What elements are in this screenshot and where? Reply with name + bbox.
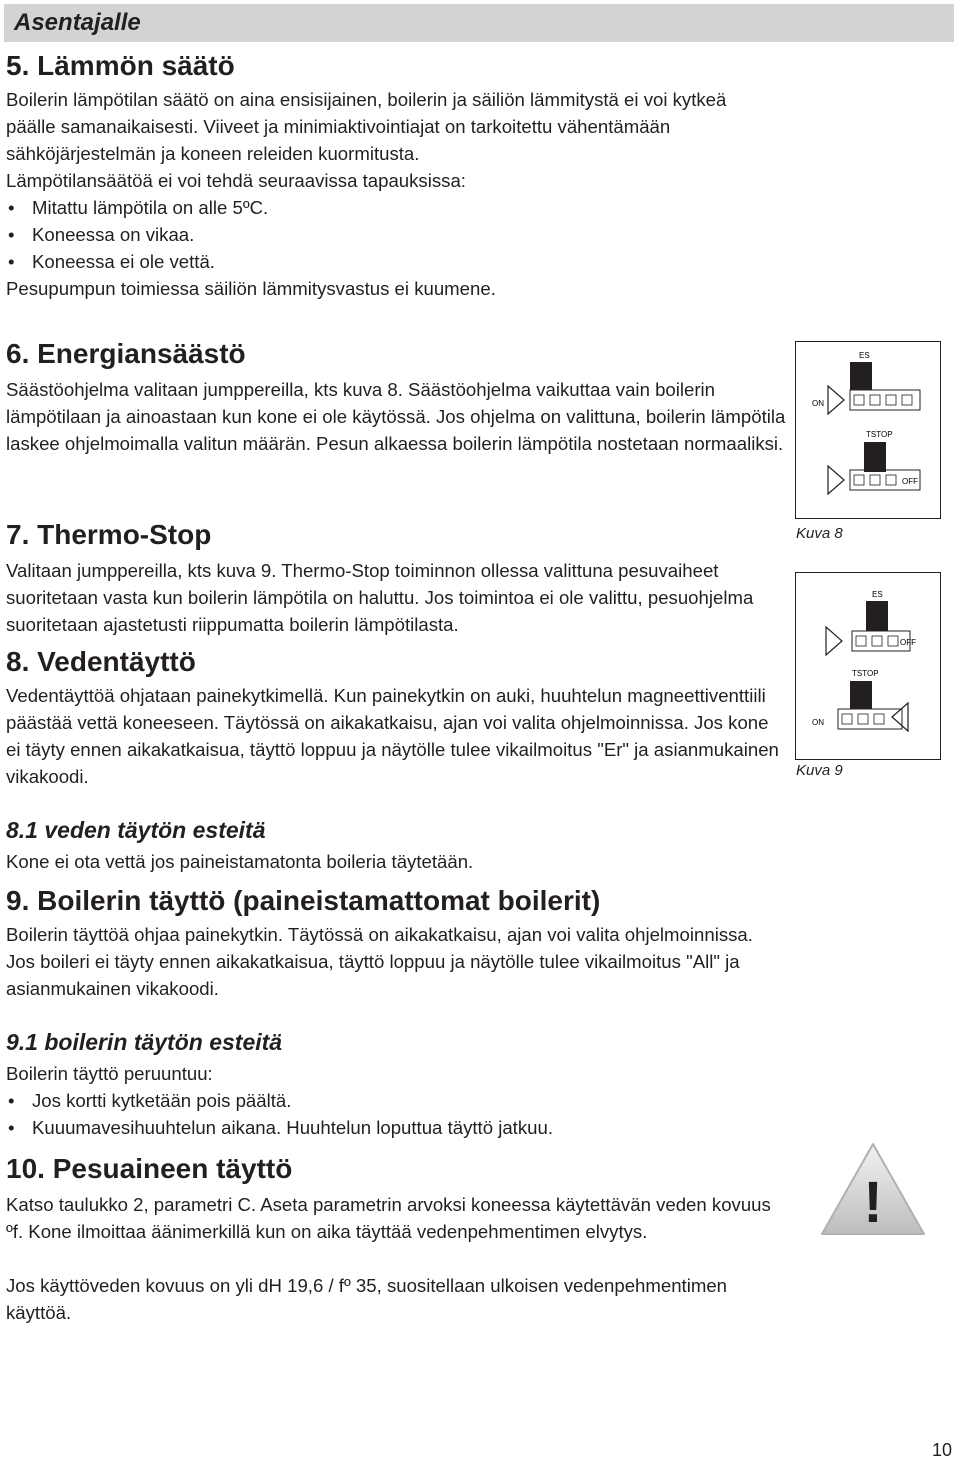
header-title: Asentajalle — [14, 9, 141, 36]
section-7 — [6, 519, 791, 638]
section-9-1-list — [6, 1087, 786, 1141]
section-9-heading: 9. Boilerin täyttö (paineistamattomat boilerit) — [6, 885, 601, 916]
section-8-heading: 8. Vedentäyttö — [6, 646, 196, 677]
section-5 — [6, 50, 776, 302]
list-item: • Koneessa on vikaa. — [6, 221, 776, 248]
section-6 — [6, 338, 786, 457]
jumper-diagram-icon — [796, 342, 940, 518]
tstop-label: TSTOP — [852, 669, 879, 678]
on-label: ON — [812, 718, 824, 727]
section-10-paragraph: Katso taulukko 2, parametri C. Aseta parametrin arvoksi koneessa käytettävän veden kovuus ºf. Kone ilmoittaa äänimerkillä kun on aika täyttää vedenpehmentimen elvytys. — [6, 1194, 771, 1242]
section-10-note: Jos käyttöveden kovuus on yli dH 19,6 / fº 35, suositellaan ulkoisen vedenpehmentimen käyttöä. — [6, 1275, 728, 1323]
section-8-1-paragraph: Kone ei ota vettä jos paineistamatonta boileria täytetään. — [6, 851, 474, 872]
section-7-paragraph: Valitaan jumppereilla, kts kuva 9. Thermo-Stop toiminnon ollessa valittuna pesuvaiheet suoritetaan vasta kun boilerin lämpötila on haluttu. Jos toimintoa ei ole valittu, pesuohjelma suoritetaan ajastetusti riippumatta boilerin lämpötilasta. — [6, 560, 754, 635]
section-9-1 — [6, 1028, 786, 1141]
section-5-heading: 5. Lämmön säätö — [6, 50, 235, 81]
section-5-note: Pesupumpun toimiessa säiliön lämmitysvastus ei kuumene. — [6, 278, 496, 299]
section-10 — [6, 1153, 786, 1326]
section-9 — [6, 885, 786, 1002]
list-item: • Koneessa ei ole vettä. — [6, 248, 776, 275]
section-7-heading: 7. Thermo-Stop — [6, 519, 212, 550]
section-6-paragraph: Säästöohjelma valitaan jumppereilla, kts kuva 8. Säästöohjelma vaikuttaa vain boilerin lämpötilaan ja ainoastaan kun kone ei ole käytössä. Jos ohjelma on valittuna, boilerin lämpötila laskee ohjelmoimalla valitun määrän. Pesun alkaessa boilerin lämpötila nostetaan normaaliksi. — [6, 379, 786, 454]
section-8 — [6, 646, 781, 790]
section-5-list — [6, 194, 776, 275]
section-5-intro: Lämpötilansäätöä ei voi tehdä seuraavissa tapauksissa: — [6, 170, 466, 191]
section-8-1-heading: 8.1 veden täytön esteitä — [6, 817, 266, 843]
header-bar — [4, 4, 954, 42]
list-item: • Jos kortti kytketään pois päältä. — [6, 1087, 786, 1114]
off-label: OFF — [900, 638, 916, 647]
section-8-paragraph: Vedentäyttöä ohjataan painekytkimellä. Kun painekytkin on auki, huuhtelun magneettiventtiili päästää vettä koneeseen. Täytössä on aikakatkaisu, ajan voi valita ohjelmoinnissa. Jos kone ei täyty ennen aikakatkaisua, täyttö loppuu ja näytölle tulee vikailmoitus "Er" ja asianmukainen vikakoodi. — [6, 685, 779, 787]
section-9-1-intro: Boilerin täyttö peruuntuu: — [6, 1063, 213, 1084]
list-item: • Mitattu lämpötila on alle 5ºC. — [6, 194, 776, 221]
on-label: ON — [812, 399, 824, 408]
section-9-1-heading: 9.1 boilerin täytön esteitä — [6, 1029, 283, 1055]
warning-icon — [818, 1140, 928, 1240]
figure-9-caption: Kuva 9 — [796, 762, 843, 779]
page-number: 10 — [931, 1440, 952, 1460]
es-label: ES — [872, 590, 883, 599]
section-5-paragraph: Boilerin lämpötilan säätö on aina ensisijainen, boilerin ja säiliön lämmitystä ei voi kytkeä päälle samanaikaisesti. Viiveet ja minimiaktivointiajat on tarkoitettu vähentämään sähköjärjestelmän ja koneen releiden kuormitusta. — [6, 89, 727, 164]
section-8-1 — [6, 816, 786, 875]
tstop-label: TSTOP — [866, 430, 893, 439]
figure-8-caption: Kuva 8 — [796, 525, 843, 542]
jumper-diagram-icon — [796, 573, 940, 759]
warning-symbol: ! — [863, 1170, 883, 1235]
section-9-paragraph: Boilerin täyttöä ohjaa painekytkin. Täytössä on aikakatkaisu, ajan voi valita ohjelmoinnissa. Jos boileri ei täyty ennen aikakatkaisua, täyttö loppuu ja näytölle tulee vikailmoitus "All" ja asianmukainen vikakoodi. — [6, 924, 753, 999]
section-10-heading: 10. Pesuaineen täyttö — [6, 1153, 293, 1184]
es-label: ES — [859, 351, 870, 360]
figure-8-jumper-diagram — [795, 341, 941, 519]
section-6-heading: 6. Energiansäästö — [6, 338, 246, 369]
off-label: OFF — [902, 477, 918, 486]
list-item: • Kuuumavesihuuhtelun aikana. Huuhtelun loputtua täyttö jatkuu. — [6, 1114, 786, 1141]
figure-9-jumper-diagram — [795, 572, 941, 760]
